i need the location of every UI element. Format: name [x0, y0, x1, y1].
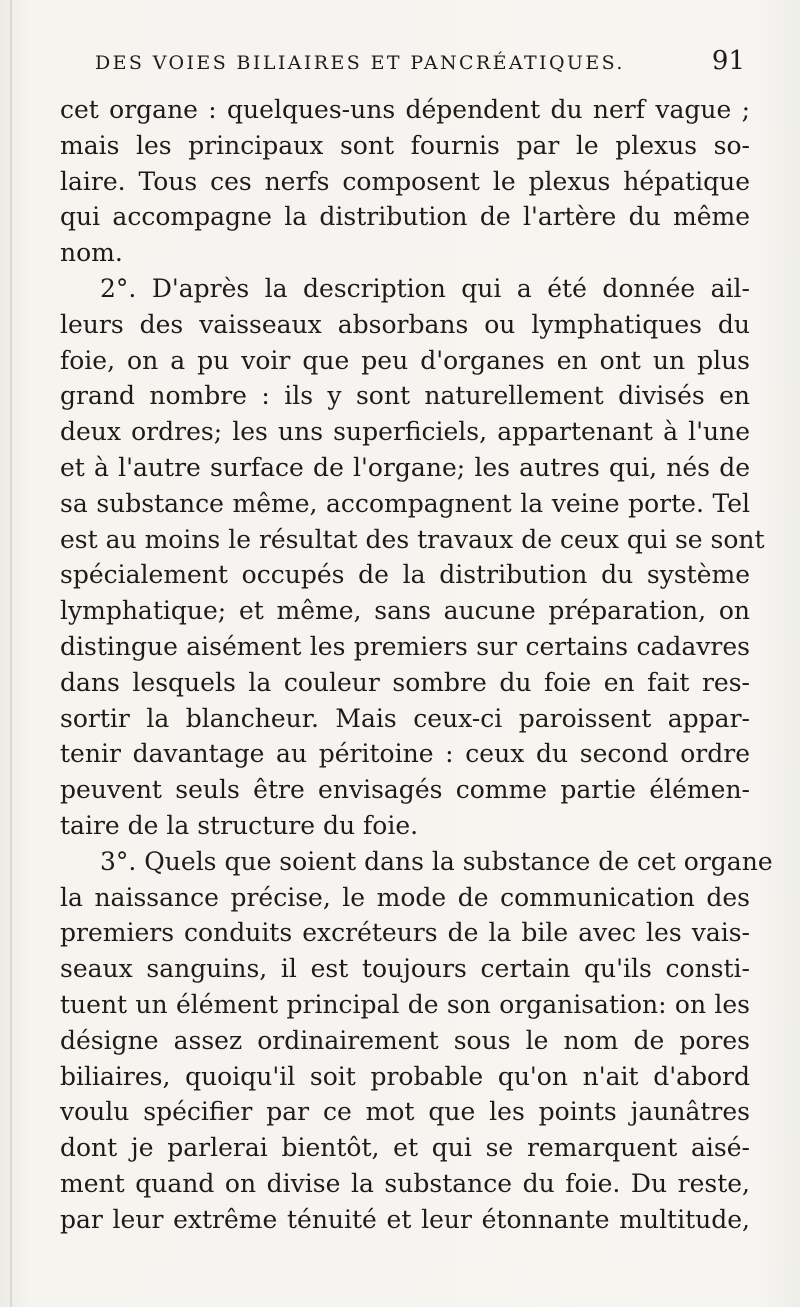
body-text	[60, 92, 773, 1238]
text-line: deux ordres; les uns superficiels, appartenant à l'une	[60, 417, 750, 447]
text-line: dont je parlerai bientôt, et qui se remarquent aisé-	[60, 1133, 750, 1163]
text-line: biliaires, quoiqu'il soit probable qu'on n'ait d'abord	[60, 1061, 750, 1091]
text-line: seaux sanguins, il est toujours certain qu'ils consti-	[60, 954, 750, 984]
text-line: qui accompagne la distribution de l'artère du même	[60, 202, 750, 232]
text-line: dans lesquels la couleur sombre du foie en fait res-	[60, 667, 750, 697]
text-line: spécialement occupés de la distribution du système	[60, 560, 750, 590]
page-number: 91	[711, 46, 745, 76]
text-line: 2°. D'après la description qui a été donnée ail-	[100, 273, 750, 303]
text-line: ment quand on divise la substance du foie. Du reste,	[60, 1168, 750, 1198]
text-line: nom.	[60, 238, 123, 268]
text-line: lymphatique; et même, sans aucune préparation, on	[60, 596, 750, 626]
text-line: est au moins le résultat des travaux de ceux qui se sont	[60, 524, 765, 554]
text-line: leurs des vaisseaux absorbans ou lymphatiques du	[60, 309, 750, 339]
text-line: premiers conduits excréteurs de la bile avec les vais-	[60, 918, 750, 948]
text-line: taire de la structure du foie.	[60, 810, 419, 840]
text-line: distingue aisément les premiers sur certains cadavres	[60, 631, 750, 661]
text-line: tenir davantage au péritoine : ceux du second ordre	[60, 739, 750, 769]
text-line: et à l'autre surface de l'organe; les autres qui, nés de	[60, 452, 750, 482]
text-line: désigne assez ordinairement sous le nom de pores	[60, 1025, 750, 1055]
text-line: grand nombre : ils y sont naturellement divisés en	[60, 381, 750, 411]
page-gutter-shadow	[10, 0, 12, 1307]
text-line: la naissance précise, le mode de communication des	[60, 882, 750, 912]
text-line: 3°. Quels que soient dans la substance de cet organe	[100, 846, 773, 876]
text-line: peuvent seuls être envisagés comme partie élémen-	[60, 775, 750, 805]
running-title: DES VOIES BILIAIRES ET PANCRÉATIQUES.	[95, 52, 625, 74]
text-line: tuent un élément principal de son organisation: on les	[60, 989, 750, 1019]
text-line: sa substance même, accompagnent la veine porte. Tel	[60, 488, 750, 518]
text-line: cet organe : quelques-uns dépendent du nerf vague ;	[60, 95, 750, 124]
text-line: par leur extrême ténuité et leur étonnante multitude,	[60, 1204, 750, 1234]
text-line: voulu spécifier par ce mot que les points jaunâtres	[60, 1097, 750, 1127]
text-line: sortir la blancheur. Mais ceux-ci paroissent appar-	[60, 703, 750, 733]
text-line: laire. Tous ces nerfs composent le plexus hépatique	[60, 166, 750, 196]
text-line: foie, on a pu voir que peu d'organes en ont un plus	[60, 345, 750, 375]
text-line: mais les principaux sont fournis par le plexus so-	[60, 130, 750, 160]
page-header	[95, 46, 745, 92]
